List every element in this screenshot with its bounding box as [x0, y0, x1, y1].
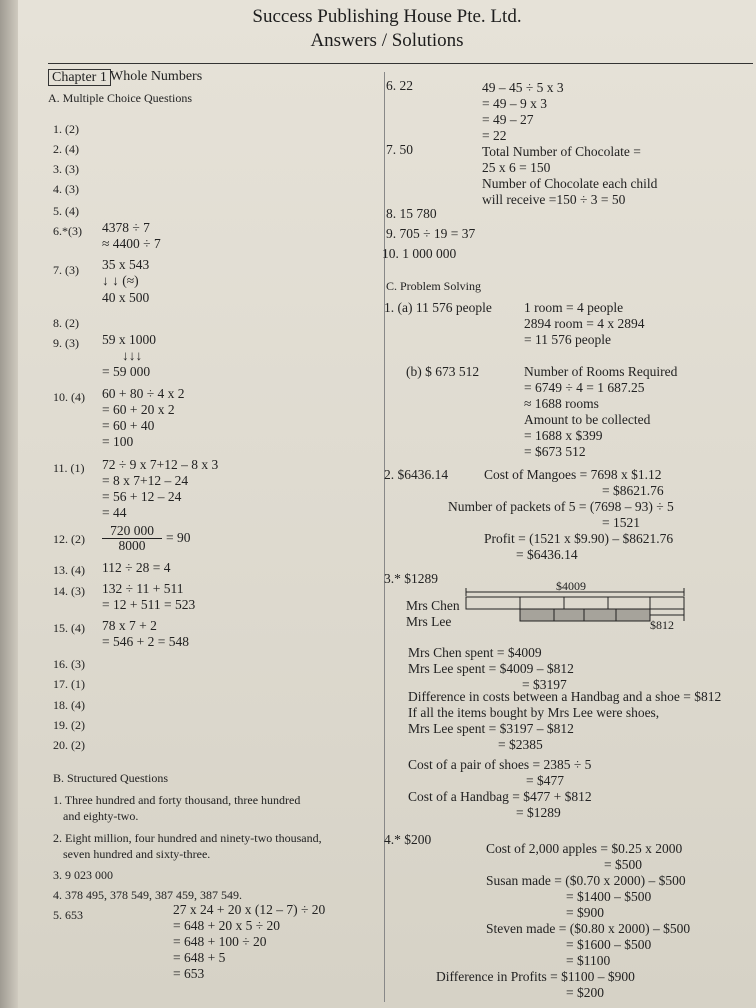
problem-1a-line-2: 2894 room = 4 x 2894: [524, 316, 645, 331]
section-b-answer-2a: 2. Eight million, four hundred and ninety-two thousand,: [53, 831, 322, 845]
problem-4-line-9: Difference in Profits = $1100 – $900: [436, 969, 635, 984]
answer-1: 1. (2): [53, 122, 79, 136]
section-b-title: B. Structured Questions: [53, 771, 168, 785]
problem-1a-line-1: 1 room = 4 people: [524, 300, 624, 315]
problem-1b-line-4: Amount to be collected: [524, 412, 651, 427]
problem-2-line-3: Number of packets of 5 = (7698 – 93) ÷ 5: [448, 499, 674, 514]
problem-1a-line-3: = 11 576 people: [524, 332, 611, 347]
answer-18: 18. (4): [53, 698, 85, 712]
section-b-answer-5-line-4: = 648 + 5: [173, 950, 226, 965]
problem-3-line-9: = $477: [526, 773, 564, 788]
problem-1b-line-3: ≈ 1688 rooms: [524, 396, 599, 411]
book-page: [18, 0, 756, 1008]
answer-12: 12. (2): [53, 532, 85, 546]
problem-3-line-8: Cost of a pair of shoes = 2385 ÷ 5: [408, 757, 592, 772]
answer-10-line-1: 60 + 80 ÷ 4 x 2: [102, 386, 185, 401]
answer-14-line-1: 132 ÷ 11 + 511: [102, 581, 184, 596]
problem-4-line-8: = $1100: [566, 953, 611, 968]
answer-15-line-1: 78 x 7 + 2: [102, 618, 157, 633]
section-b-answer-5-line-1: 27 x 24 + 20 x (12 – 7) ÷ 20: [173, 902, 326, 917]
problem-3-line-2: Mrs Lee spent = $4009 – $812: [408, 661, 574, 676]
answer-12-denominator: 8000: [118, 538, 146, 553]
bar-mrs-chen: [466, 597, 684, 609]
section-b-answer-5-line-5: = 653: [173, 966, 205, 981]
answer-13-line-1: 112 ÷ 28 = 4: [102, 560, 171, 575]
problem-4-line-2: = $500: [604, 857, 642, 872]
bar-mrs-lee: [520, 609, 650, 621]
problem-1a: 1. (a) 11 576 people: [384, 300, 492, 315]
bar-label-mrs-lee: Mrs Lee: [406, 614, 452, 629]
answer-20: 20. (2): [53, 738, 85, 752]
answer-4: 4. (3): [53, 182, 79, 196]
problem-2-line-5: Profit = (1521 x $9.90) – $8621.76: [484, 531, 674, 546]
column-divider: [384, 72, 385, 1002]
problem-3-line-3: = $3197: [522, 677, 567, 692]
answer-6-line-2: ≈ 4400 ÷ 7: [102, 236, 161, 251]
problem-4-line-3: Susan made = ($0.70 x 2000) – $500: [486, 873, 686, 888]
bar-label-mrs-chen: Mrs Chen: [406, 598, 460, 613]
problem-1b-line-2: = 6749 ÷ 4 = 1 687.25: [524, 380, 645, 395]
section-b-answer-1a: 1. Three hundred and forty thousand, three hundred: [53, 793, 301, 807]
section-b-answer-3: 3. 9 023 000: [53, 868, 113, 882]
problem-4-line-5: = $900: [566, 905, 604, 920]
problem-4-line-1: Cost of 2,000 apples = $0.25 x 2000: [486, 841, 683, 856]
answer-9-line-3: = 59 000: [102, 364, 151, 379]
answer-8-right: 8. 15 780: [386, 206, 437, 221]
answer-9: 9. (3): [53, 336, 79, 350]
answer-15: 15. (4): [53, 621, 85, 635]
bar-model-difference-label: $812: [650, 618, 674, 632]
answer-7-line-1: 35 x 543: [102, 257, 150, 272]
answer-12-numerator: 720 000: [102, 524, 162, 539]
answer-2: 2. (4): [53, 142, 79, 156]
answer-7-line-3: 40 x 500: [102, 290, 150, 305]
answer-11: 11. (1): [53, 461, 85, 475]
answer-14: 14. (3): [53, 584, 85, 598]
answer-13: 13. (4): [53, 563, 85, 577]
chapter-label-box: [48, 70, 111, 86]
answer-16: 16. (3): [53, 657, 85, 671]
answer-7-right: 7. 50: [386, 142, 413, 157]
answer-6-line-1: 4378 ÷ 7: [102, 220, 150, 235]
answer-10: 10. (4): [53, 390, 85, 404]
answer-10-right: 10. 1 000 000: [382, 246, 457, 261]
answer-15-line-2: = 546 + 2 = 548: [102, 634, 189, 649]
answer-17: 17. (1): [53, 677, 85, 691]
problem-2-line-6: = $6436.14: [516, 547, 578, 562]
answer-11-line-3: = 56 + 12 – 24: [102, 489, 182, 504]
page-subtitle: Answers / Solutions: [310, 30, 464, 51]
answer-10-line-3: = 60 + 40: [102, 418, 155, 433]
problem-3-line-11: = $1289: [516, 805, 561, 820]
answer-7-right-line-1: Total Number of Chocolate =: [482, 144, 641, 159]
book-spine-shadow: [0, 0, 18, 1008]
section-b-answer-5-line-2: = 648 + 20 x 5 ÷ 20: [173, 918, 281, 933]
problem-4-line-4: = $1400 – $500: [566, 889, 652, 904]
answer-7-right-line-2: 25 x 6 = 150: [482, 160, 551, 175]
problem-3-line-4: Difference in costs between a Handbag and a shoe = $812: [408, 689, 722, 704]
section-b-answer-2b: seven hundred and sixty-three.: [63, 847, 211, 861]
answer-6-right-line-2: = 49 – 9 x 3: [482, 96, 547, 111]
answer-10-line-4: = 100: [102, 434, 134, 449]
problem-1b: (b) $ 673 512: [406, 364, 480, 379]
problem-2-line-2: = $8621.76: [602, 483, 664, 498]
problem-2-line-4: = 1521: [602, 515, 640, 530]
answer-6: 6.*(3): [53, 224, 82, 238]
section-b-answer-5-line-3: = 648 + 100 ÷ 20: [173, 934, 267, 949]
problem-3-line-1: Mrs Chen spent = $4009: [408, 645, 542, 660]
problem-4-line-7: = $1600 – $500: [566, 937, 652, 952]
answer-3: 3. (3): [53, 162, 79, 176]
bar-model-total-label: $4009: [556, 579, 586, 593]
answer-7-line-2: ↓ ↓ (≈): [102, 273, 139, 288]
chapter-label: Chapter 1: [48, 69, 111, 86]
answer-9-line-2: ↓↓↓: [122, 348, 143, 363]
answer-12-result: = 90: [166, 530, 191, 545]
answer-9-right: 9. 705 ÷ 19 = 37: [386, 226, 476, 241]
problem-4-line-6: Steven made = ($0.80 x 2000) – $500: [486, 921, 691, 936]
problem-1b-line-1: Number of Rooms Required: [524, 364, 678, 379]
problem-4-line-10: = $200: [566, 985, 604, 1000]
section-b-answer-5: 5. 653: [53, 908, 83, 922]
problem-3-line-10: Cost of a Handbag = $477 + $812: [408, 789, 592, 804]
answer-11-line-1: 72 ÷ 9 x 7+12 – 8 x 3: [102, 457, 219, 472]
answer-9-line-1: 59 x 1000: [102, 332, 156, 347]
answer-6-right: 6. 22: [386, 78, 413, 93]
header-rule: [48, 63, 753, 64]
answer-6-right-line-3: = 49 – 27: [482, 112, 534, 127]
answer-6-right-line-1: 49 – 45 ÷ 5 x 3: [482, 80, 564, 95]
answer-5: 5. (4): [53, 204, 79, 218]
section-b-answer-4: 4. 378 495, 378 549, 387 459, 387 549.: [53, 888, 242, 902]
answer-12-fraction: [102, 524, 162, 553]
answer-7-right-line-3: Number of Chocolate each child: [482, 176, 658, 191]
section-a-title: A. Multiple Choice Questions: [48, 91, 192, 105]
answer-11-line-2: = 8 x 7+12 – 24: [102, 473, 189, 488]
answer-10-line-2: = 60 + 20 x 2: [102, 402, 175, 417]
problem-3-line-6: Mrs Lee spent = $3197 – $812: [408, 721, 574, 736]
answer-7: 7. (3): [53, 263, 79, 277]
section-c-title: C. Problem Solving: [386, 279, 482, 293]
publisher-title: Success Publishing House Pte. Ltd.: [252, 6, 522, 27]
problem-2-line-1: Cost of Mangoes = 7698 x $1.12: [484, 467, 662, 482]
problem-3-line-7: = $2385: [498, 737, 543, 752]
problem-2: 2. $6436.14: [384, 467, 449, 482]
problem-1b-line-5: = 1688 x $399: [524, 428, 603, 443]
problem-3-line-5: If all the items bought by Mrs Lee were shoes,: [408, 705, 660, 720]
problem-3: 3.* $1289: [384, 571, 438, 586]
problem-1b-line-6: = $673 512: [524, 444, 586, 459]
answer-14-line-2: = 12 + 511 = 523: [102, 597, 196, 612]
answer-7-right-line-4: will receive =150 ÷ 3 = 50: [482, 192, 626, 207]
section-b-answer-1b: and eighty-two.: [63, 809, 139, 823]
answer-8: 8. (2): [53, 316, 79, 330]
answer-11-line-4: = 44: [102, 505, 127, 520]
answer-19: 19. (2): [53, 718, 85, 732]
problem-4: 4.* $200: [384, 832, 432, 847]
chapter-title: Whole Numbers: [110, 69, 203, 84]
answer-6-right-line-4: = 22: [482, 128, 507, 143]
